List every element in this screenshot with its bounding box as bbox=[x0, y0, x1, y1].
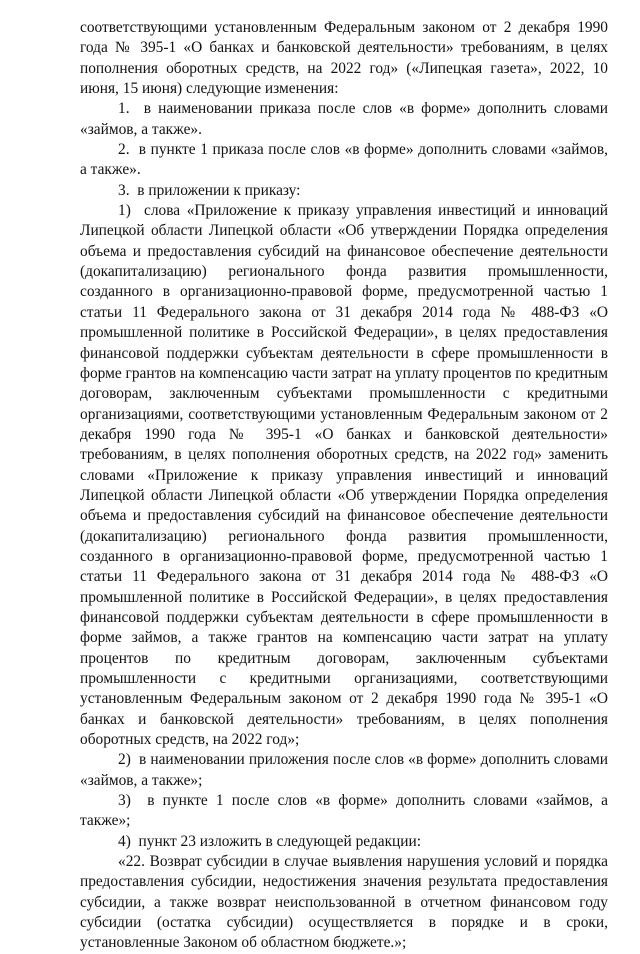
paragraph-item-2: 2. в пункте 1 приказа после слов «в форме» дополнить словами «займов, а также». bbox=[80, 141, 608, 179]
paragraph-item-1: 1. в наименовании приказа после слов «в форме» дополнить словами «займов, а также». bbox=[80, 100, 608, 138]
paragraph-quoted-clause-22: «22. Возврат субсидии в случае выявления нарушения условий и порядка предоставления субсидии, недостижения значения результата предоставления субсидии, а также возврат неиспользованной в отчетном финансовом году субсидии (остатка субсидии) осуществляется в порядке и в сроки, установленные Законом об областном бюджете.»; bbox=[80, 853, 608, 952]
paragraph-subitem-3: 3) в пункте 1 после слов «в форме» дополнить словами «займов, а также»; bbox=[80, 792, 608, 830]
paragraph-subitem-1: 1) слова «Приложение к приказу управления инвестиций и инноваций Липецкой области Липецкой области «Об утверждении Порядка определения объема и предоставления субсидий на финансовое обеспечение деятельности (докапитализацию) регионального фонда развития промышленности, созданного в организационно-правовой форме, предусмотренной частью 1 статьи 11 Федерального закона от 31 декабря 2014 года № 488-ФЗ «О промышленной политике в Российской Федерации», в целях предоставления финансовой поддержки субъектам деятельности в сфере промышленности в форме грантов на компенсацию части затрат на уплату процентов по кредитным договорам, заключенным субъектами промышленности с кредитными организациями, соответствующими установленным Федеральным законом от 2 декабря 1990 года № 395-1 «О банках и банковской деятельности» требованиям, в целях пополнения оборотных средств, на 2022 год» заменить словами «Приложение к приказу управления инвестиций и инноваций Липецкой области Липецкой области «Об утверждении Порядка определения объема и предоставления субсидий на финансовое обеспечение деятельности (докапитализацию) регионального фонда развития промышленности, созданного в организационно-правовой форме, предусмотренной частью 1 статьи 11 Федерального закона от 31 декабря 2014 года № 488-ФЗ «О промышленной политике в Российской Федерации», в целях предоставления финансовой поддержки субъектам деятельности в сфере промышленности в форме займов, а также грантов на компенсацию части затрат на уплату процентов по кредитным договорам, заключенным субъектами промышленности с кредитными организациями, соответствующими установленным Федеральным законом от 2 декабря 1990 года № 395-1 «О банках и банковской деятельности» требованиям, в целях пополнения оборотных средств, на 2022 год»; bbox=[80, 202, 608, 749]
paragraph-item-3: 3. в приложении к приказу: bbox=[118, 181, 301, 199]
paragraph-intro-continuation: соответствующими установленным Федеральным законом от 2 декабря 1990 года № 395-1 «О банках и банковской деятельности» требованиям, в целях пополнения оборотных средств, на 2022 год» («Липецкая газета», 2022, 10 июня, 15 июня) следующие изменения: bbox=[80, 19, 608, 98]
paragraph-subitem-2: 2) в наименовании приложения после слов «в форме» дополнить словами «займов, а также»; bbox=[80, 751, 608, 789]
paragraph-subitem-4: 4) пункт 23 изложить в следующей редакции: bbox=[118, 832, 422, 850]
document-page bbox=[80, 18, 608, 954]
